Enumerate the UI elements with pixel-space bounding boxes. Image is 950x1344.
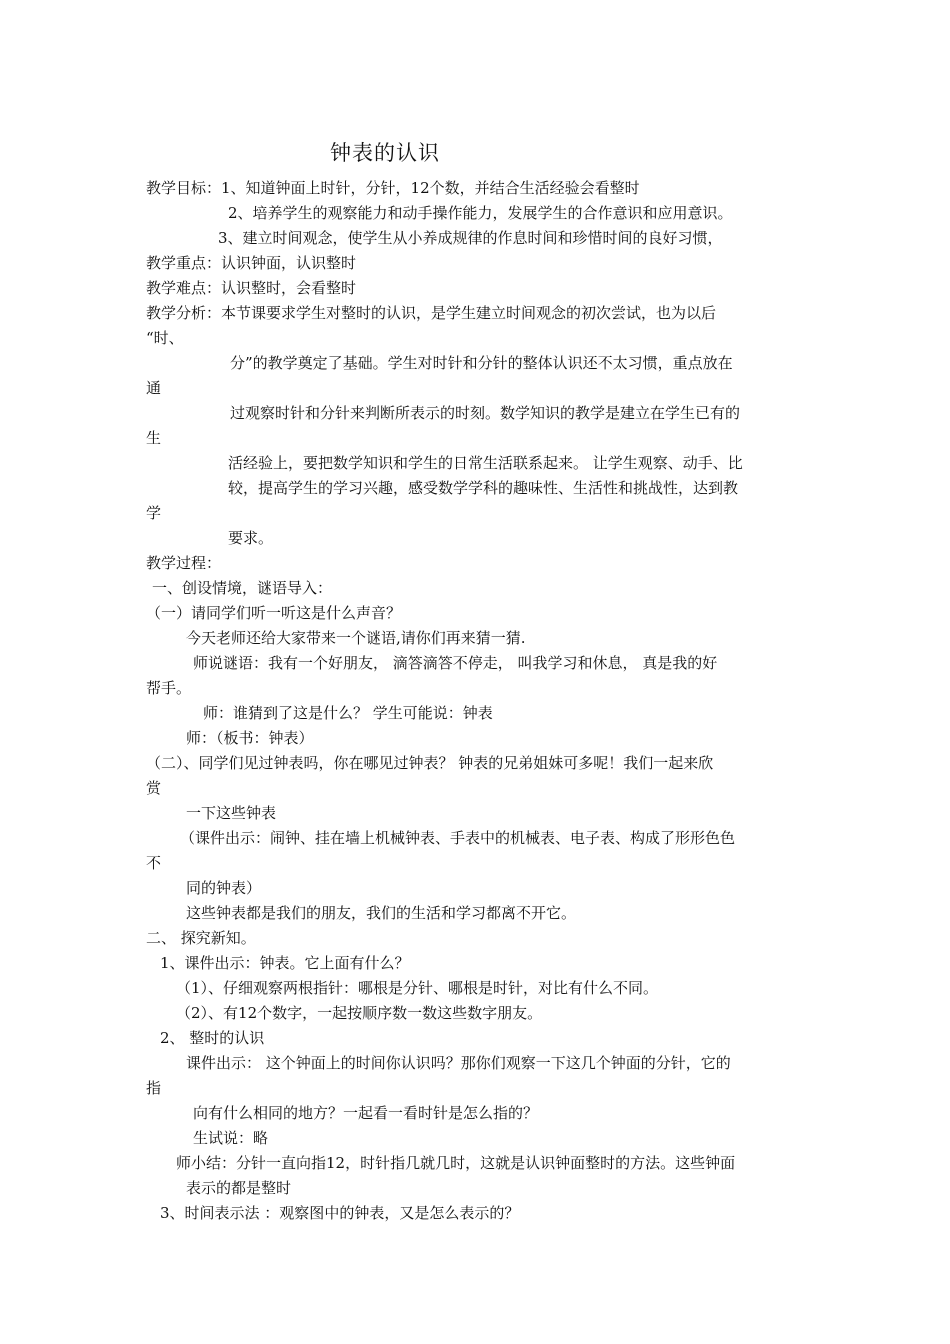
text-line: 师：谁猜到了这是什么？ 学生可能说：钟表 (203, 704, 493, 722)
text-line: 教学目标：1、知道钟面上时针，分针，12个数，并结合生活经验会看整时 (146, 179, 640, 197)
text-line: 生 (146, 429, 162, 447)
text-line: 赏 (146, 779, 162, 797)
text-line: 同的钟表） (186, 879, 262, 897)
text-line: 活经验上，要把数学知识和学生的日常生活联系起来。 让学生观察、动手、比 (228, 454, 743, 472)
text-line: 表示的都是整时 (186, 1179, 292, 1197)
text-line: 较，提高学生的学习兴趣，感受数学学科的趣味性、生活性和挑战性，达到教 (228, 479, 739, 497)
text-line: 过观察时针和分针来判断所表示的时刻。数学知识的教学是建立在学生已有的 (230, 404, 741, 422)
text-line: 师小结：分针一直向指12，时针指几就几时，这就是认识钟面整时的方法。这些钟面 (176, 1154, 736, 1172)
text-line: 3、时间表示法 ：观察图中的钟表，又是怎么表示的？ (160, 1204, 520, 1222)
text-line: （课件出示：闹钟、挂在墙上机械钟表、手表中的机械表、电子表、构成了形形色色 (180, 829, 736, 847)
text-line: 课件出示： 这个钟面上的时间你认识吗？那你们观察一下这几个钟面的分针，它的 (186, 1054, 731, 1072)
text-line: 一下这些钟表 (186, 804, 277, 822)
text-line: 教学分析：本节课要求学生对整时的认识，是学生建立时间观念的初次尝试，也为以后 (146, 304, 717, 322)
text-line: （2）、有12个数字，一起按顺序数一数这些数字朋友。 (176, 1004, 543, 1022)
text-line: 教学重点：认识钟面，认识整时 (146, 254, 357, 272)
text-line: 要求。 (228, 529, 274, 547)
text-line: 师说谜语：我有一个好朋友， 滴答滴答不停走， 叫我学习和休息， 真是我的好 (193, 654, 718, 672)
text-line: 向有什么相同的地方？一起看一看时针是怎么指的？ (193, 1104, 539, 1122)
text-line: 2、培养学生的观察能力和动手操作能力，发展学生的合作意识和应用意识。 (228, 204, 733, 222)
text-line: （二）、同学们见过钟表吗，你在哪见过钟表？ 钟表的兄弟姐妹可多呢！我们一起来欣 (146, 754, 714, 772)
text-line: 帮手。 (146, 679, 192, 697)
text-line: 2、 整时的认识 (160, 1029, 265, 1047)
text-line: 通 (146, 379, 162, 397)
text-line: 教学过程： (146, 554, 222, 572)
text-line: （一）请同学们听一听这是什么声音？ (146, 604, 402, 622)
text-line: 生试说：略 (193, 1129, 269, 1147)
text-line: 学 (146, 504, 162, 522)
text-line: 3、建立时间观念，使学生从小养成规律的作息时间和珍惜时间的良好习惯， (218, 229, 723, 247)
text-line: 分”的教学奠定了基础。学生对时针和分针的整体认识还不太习惯，重点放在 (230, 354, 733, 372)
text-line: 这些钟表都是我们的朋友，我们的生活和学习都离不开它。 (186, 904, 577, 922)
page-title: 钟表的认识 (330, 141, 440, 165)
text-line: 不 (146, 854, 162, 872)
text-line: 教学难点：认识整时，会看整时 (146, 279, 357, 297)
text-line: 指 (146, 1079, 162, 1097)
text-line: 今天老师还给大家带来一个谜语,请你们再来猜一猜. (186, 629, 526, 647)
text-line: （1）、仔细观察两根指针：哪根是分针、哪根是时针，对比有什么不同。 (176, 979, 659, 997)
text-line: 师：（板书：钟表） (186, 729, 314, 747)
text-line: 一、创设情境，谜语导入： (152, 579, 333, 597)
text-line: 二、 探究新知。 (146, 929, 256, 947)
text-line: “时、 (146, 329, 184, 347)
text-line: 1、课件出示：钟表。它上面有什么？ (160, 954, 410, 972)
